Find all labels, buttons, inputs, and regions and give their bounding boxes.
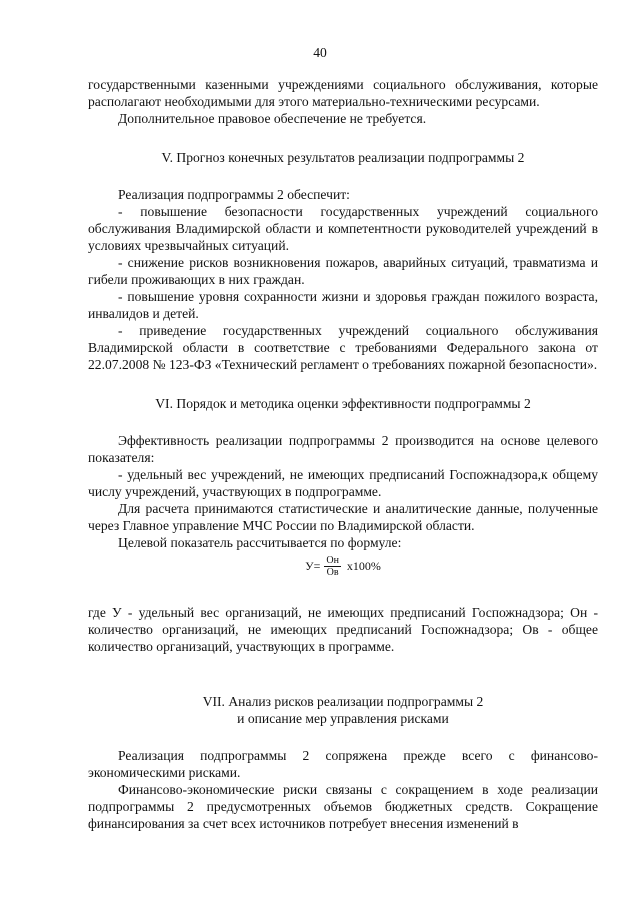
section-6-paragraph: Эффективность реализации подпрограммы 2 производится на основе целевого показателя: <box>88 433 598 465</box>
formula-suffix: х100% <box>346 559 381 573</box>
section-7-paragraph: Финансово-экономические риски связаны с сокращением в ходе реализации подпрограммы 2 предусмотренных объемов бюджетных средств. Сокращение финансирования за счет всех источников потребует внесения изменений в <box>88 782 598 831</box>
intro-paragraph: государственными казенными учреждениями социального обслуживания, которые располагают необходимыми для этого материально-техническими ресурсами. <box>88 77 598 109</box>
section-5-lead: Реализация подпрограммы 2 обеспечит: <box>118 187 350 202</box>
section-7-heading <box>88 693 598 727</box>
section-7-heading-line2: и описание мер управления рисками <box>237 711 449 726</box>
page-number: 40 <box>313 45 327 60</box>
section-5-item: - снижение рисков возникновения пожаров, аварийных ситуаций, травматизма и гибели проживающих в них граждан. <box>88 255 598 287</box>
formula <box>88 555 598 578</box>
formula-lhs: У= <box>305 559 321 573</box>
section-5-item: - повышение уровня сохранности жизни и здоровья граждан пожилого возраста, инвалидов и детей. <box>88 289 598 321</box>
section-5-heading-text: V. Прогноз конечных результатов реализации подпрограммы 2 <box>161 150 525 165</box>
section-6-paragraph: Целевой показатель рассчитывается по формуле: <box>118 535 402 550</box>
formula-fraction <box>324 555 341 578</box>
formula-numerator: Он <box>326 555 339 566</box>
section-6-heading <box>88 395 598 412</box>
section-6-paragraph: - удельный вес учреждений, не имеющих предписаний Госпожнадзора,к общему числу учреждений, участвующих в подпрограмме. <box>88 467 598 499</box>
page-content <box>88 76 598 832</box>
section-5-item: - приведение государственных учреждений социального обслуживания Владимирской области в соответствие с требованиями Федерального закона от 22.07.2008 № 123-ФЗ «Технический регламент о требованиях пожарной безопасности». <box>88 323 598 372</box>
section-7-paragraph: Реализация подпрограммы 2 сопряжена прежде всего с финансово-экономическими рисками. <box>88 748 598 780</box>
section-7-heading-line1: VII. Анализ рисков реализации подпрограммы 2 <box>202 694 484 709</box>
section-5-item: - повышение безопасности государственных учреждений социального обслуживания Владимирской области и компетентности руководителей учреждений в условиях чрезвычайных ситуаций. <box>88 204 598 253</box>
section-6-heading-text: VI. Порядок и методика оценки эффективности подпрограммы 2 <box>155 396 531 411</box>
section-6-paragraph: Для расчета принимаются статистические и аналитические данные, полученные через Главное управление МЧС России по Владимирской области. <box>88 501 598 533</box>
section-5-heading <box>88 149 598 166</box>
intro-paragraph: Дополнительное правовое обеспечение не требуется. <box>118 111 427 126</box>
formula-explanation: где У - удельный вес организаций, не имеющих предписаний Госпожнадзора; Он - количество организаций, не имеющих предписаний Госпожнадзора; Ов - общее количество организаций, участвующих в программе. <box>88 605 598 654</box>
formula-denominator: Ов <box>326 567 339 578</box>
